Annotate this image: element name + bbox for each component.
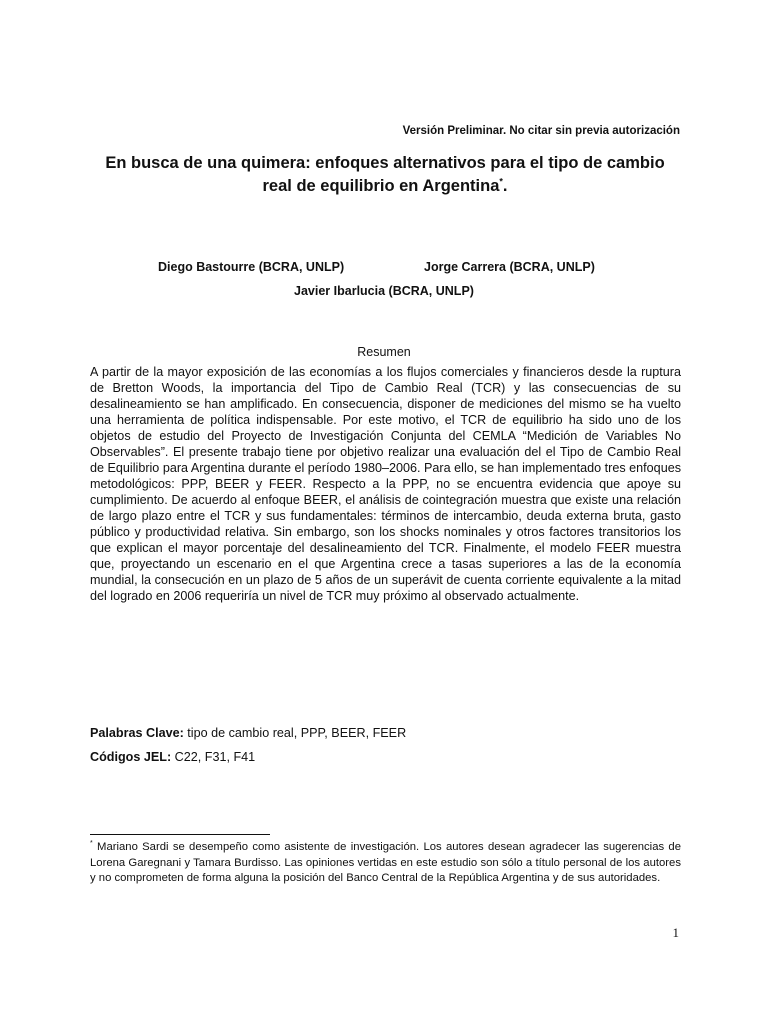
- keywords-line: [90, 726, 406, 740]
- page-number: 1: [672, 925, 679, 940]
- author-bastourre: Diego Bastourre (BCRA, UNLP): [158, 260, 345, 274]
- preliminary-version-notice: Versión Preliminar. No citar sin previa autorización: [402, 125, 680, 137]
- footnote-marker: *: [90, 840, 93, 848]
- paper-title: [90, 152, 680, 198]
- title-footnote-marker: *: [499, 176, 503, 187]
- paper-title-text: En busca de una quimera: enfoques alternativos para el tipo de cambio real de equilibrio en Argentina: [105, 154, 665, 195]
- footnote-separator: [90, 834, 270, 835]
- abstract-heading: Resumen: [357, 345, 411, 359]
- paper-title-period: .: [502, 177, 508, 195]
- abstract-body: A partir de la mayor exposición de las economías a los flujos comerciales y financieros desde la ruptura de Bretton Woods, la importancia del Tipo de Cambio Real (TCR) y las consecuencias de su desalineamiento se han amplificado. En consecuencia, disponer de mediciones del mismo se ha vuelto una herramienta de política indispensable. Por este motivo, el TCR de equilibrio ha sido uno de los objetos de estudio del Proyecto de Investigación Conjunta del CEMLA “Medición de Variables No Observables”. El presente trabajo tiene por objetivo realizar una evaluación del el Tipo de Cambio Real de Equilibrio para Argentina durante el período 1980–2006. Para ello, se han implementado tres enfoques metodológicos: PPP, BEER y FEER. Respecto a la PPP, no se encuentra evidencia que apoye su cumplimiento. De acuerdo al enfoque BEER, el análisis de cointegración muestra que existe una relación de largo plazo entre el TCR y sus fundamentales: términos de intercambio, deuda externa bruta, gasto público y productividad relativa. Sin embargo, son los shocks nominales y otros factores transitorios los que explican el mayor porcentaje del desalineamiento del TCR. Finalmente, el modelo FEER muestra que, proyectando un escenario en el que Argentina crece a tasas superiores a las de la economía mundial, la consecución en un plazo de 5 años de un superávit de cuenta corriente equivalente a la mitad del logrado en 2006 requeriría un nivel de TCR muy próximo al observado actualmente.: [90, 365, 681, 603]
- jel-codes-label: Códigos JEL:: [90, 750, 172, 764]
- footnote: [90, 840, 681, 887]
- author-carrera: Jorge Carrera (BCRA, UNLP): [424, 260, 595, 274]
- jel-codes-line: [90, 750, 255, 764]
- author-ibarlucia: Javier Ibarlucia (BCRA, UNLP): [294, 284, 474, 298]
- keywords-value: tipo de cambio real, PPP, BEER, FEER: [183, 726, 407, 740]
- jel-codes-value: C22, F31, F41: [171, 750, 256, 764]
- footnote-text: Mariano Sardi se desempeño como asistente de investigación. Los autores desean agradecer las sugerencias de Lorena Garegnani y Tamara Burdisso. Las opiniones vertidas en este estudio son sólo a título personal de los autores y no comprometen de forma alguna la posición del Banco Central de la República Argentina y de sus autoridades.: [90, 841, 681, 884]
- keywords-label: Palabras Clave:: [90, 726, 184, 740]
